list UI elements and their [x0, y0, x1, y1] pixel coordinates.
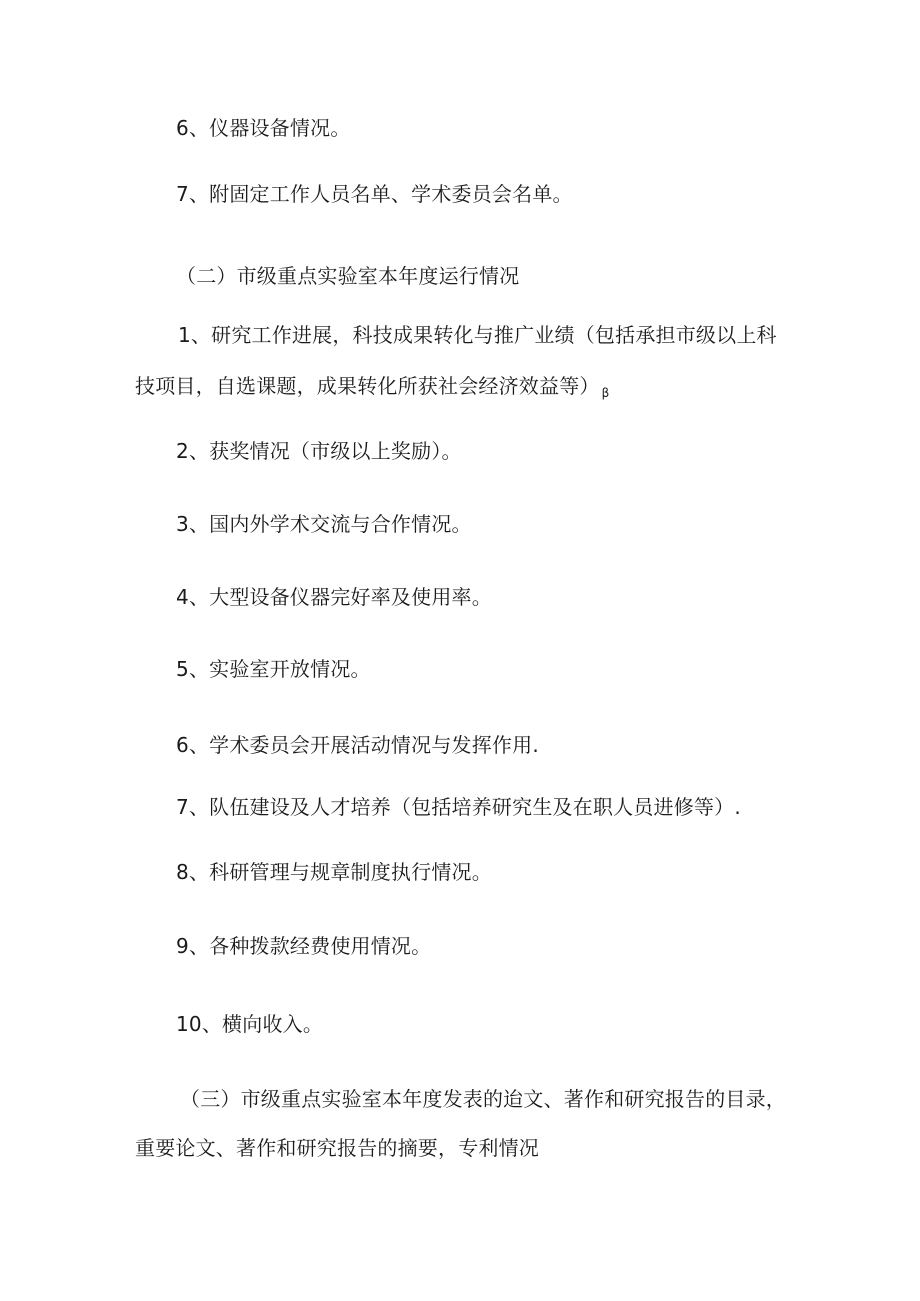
item-number: 10: [176, 1012, 202, 1036]
item-number: 3: [176, 512, 189, 536]
item-number: 5: [176, 657, 189, 681]
item-text: 、仪器设备情况。: [188, 116, 351, 140]
item-text: 、学术委员会开展活动情况与发挥作用.: [188, 733, 539, 757]
item-text: 、大型设备仪器完好率及使用率。: [188, 585, 492, 609]
stray-mark: β: [601, 386, 610, 400]
list-item: [176, 116, 351, 140]
list-item: [176, 733, 539, 757]
item-number: 2: [176, 439, 189, 463]
list-item: [176, 795, 741, 819]
item-number: 9: [176, 934, 189, 958]
item-text: 、队伍建设及人才培养（包括培养研究生及在职人员进修等）.: [188, 795, 741, 819]
list-item: [176, 585, 492, 609]
item-number: 7: [176, 182, 189, 206]
item-number: 7: [176, 795, 189, 819]
paragraph-item-1-line-2: [135, 374, 609, 405]
item-number: 6: [176, 116, 189, 140]
item-text: 、国内外学术交流与合作情况。: [188, 512, 472, 536]
item-text: 、各种拨款经费使用情况。: [188, 934, 432, 958]
paragraph-item-1-line-1: 1、研究工作进展，科技成果转化与推广业绩（包括承担市级以上科: [178, 323, 777, 347]
list-item: [176, 1012, 323, 1036]
item-text: 、附固定工作人员名单、学术委员会名单。: [188, 182, 573, 206]
list-item: [176, 182, 573, 206]
section-heading-3-line-2: 重要论文、著作和研究报告的摘要，专利情况: [135, 1136, 539, 1160]
list-item: [176, 934, 431, 958]
item-number: 4: [176, 585, 189, 609]
item-text: 、科研管理与规章制度执行情况。: [188, 860, 492, 884]
list-item: [176, 439, 462, 463]
item-number: 6: [176, 733, 189, 757]
item-text: 、实验室开放情况。: [188, 657, 371, 681]
item-text: 、获奖情况（市级以上奖励）。: [188, 439, 462, 463]
item-number: 8: [176, 860, 189, 884]
section-heading-3-line-1: （三）市级重点实验室本年度发表的迨文、著作和研究报告的目录，: [180, 1087, 786, 1111]
list-item: [176, 657, 371, 681]
list-item: [176, 860, 492, 884]
item-text: 技项目，自选课题，成果转化所获社会经济效益等）: [135, 374, 600, 398]
list-item: [176, 512, 472, 536]
item-text: 、横向收入。: [201, 1012, 324, 1036]
section-heading-2: （二）市级重点实验室本年度运行情况: [176, 264, 520, 288]
